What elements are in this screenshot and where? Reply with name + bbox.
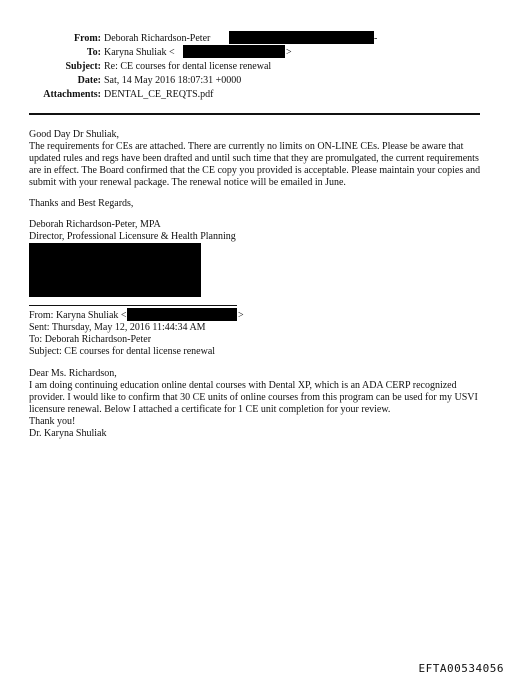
original-from-tail: > [238, 310, 244, 321]
from-tail: - [374, 33, 378, 44]
signature-title: Director, Professional Licensure & Health Planning [29, 231, 236, 242]
original-from: From: Karyna Shuliak < [29, 310, 127, 321]
original-thanks: Thank you! [29, 416, 76, 427]
original-to: To: Deborah Richardson-Peter [29, 334, 152, 345]
reply-closing: Thanks and Best Regards, [29, 198, 134, 209]
header-date-row [0, 75, 512, 87]
attachments-value: DENTAL_CE_REQTS.pdf [104, 89, 214, 100]
original-signoff: Dr. Karyna Shuliak [29, 428, 107, 439]
subject-value: Re: CE courses for dental license renewal [104, 61, 272, 72]
redaction-original-from-email [127, 308, 237, 321]
reply-line: The requirements for CEs are attached. There are currently no limits on ON-LINE CEs. Please be aware that [29, 141, 464, 152]
original-greeting: Dear Ms. Richardson, [29, 368, 117, 379]
reply-line: are in effect. The Board confirmed that the CE copy you provided is acceptable. Please maintain your copies and [29, 165, 481, 176]
original-sent: Sent: Thursday, May 12, 2016 11:44:34 AM [29, 322, 206, 333]
to-label: To: [86, 47, 101, 58]
from-value: Deborah Richardson-Peter [104, 33, 211, 44]
header-subject-row [0, 61, 512, 73]
signature-name: Deborah Richardson-Peter, MPA [29, 219, 161, 230]
redaction-from-email [229, 31, 374, 44]
subject-label: Subject: [65, 61, 101, 72]
attachments-label: Attachments: [43, 89, 101, 100]
original-body-line: provider. I would like to confirm that 30 CE units of online courses from this program can be used for my USVI [29, 392, 478, 403]
date-value: Sat, 14 May 2016 18:07:31 +0000 [104, 75, 242, 86]
date-label: Date: [77, 75, 101, 86]
to-tail: > [286, 47, 292, 58]
redaction-to-email [183, 45, 285, 58]
original-body-line: I am doing continuing education online dental courses with Dental XP, which is an ADA CERP recognized [29, 380, 457, 391]
header-divider [29, 113, 480, 115]
redaction-signature-block [29, 243, 201, 297]
reply-greeting: Good Day Dr Shuliak, [29, 129, 119, 140]
bates-number: EFTA00534056 [418, 662, 504, 675]
original-subject: Subject: CE courses for dental license renewal [29, 346, 216, 357]
reply-line: updated rules and regs have been drafted and until such time that they are promulgated, the current requirements [29, 153, 479, 164]
quote-divider [29, 305, 237, 306]
reply-line: submit with your renewal package. The renewal notice will be emailed in June. [29, 177, 346, 188]
original-body-line: licensure renewal. Below I attached a certificate for 1 CE unit completion for your review. [29, 404, 391, 415]
to-value: Karyna Shuliak < [104, 47, 175, 58]
from-label: From: [73, 33, 101, 44]
header-attachments-row [0, 89, 512, 101]
